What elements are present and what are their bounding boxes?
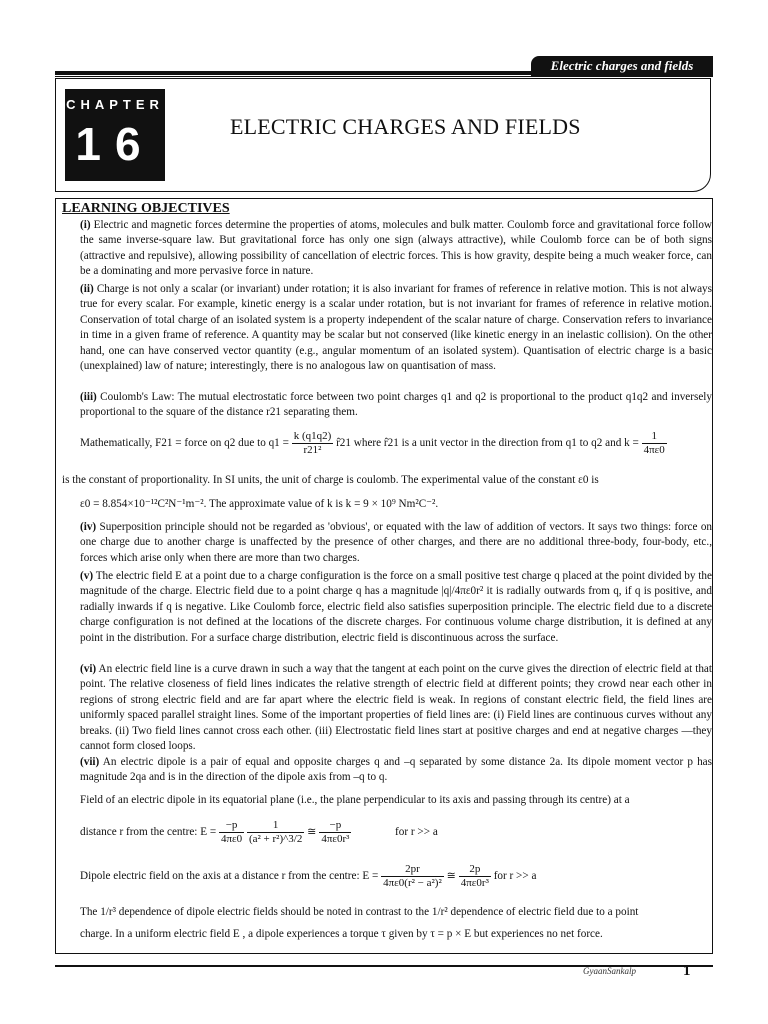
top-rule-thin (55, 76, 713, 77)
math1-rhat2: r̂21 (383, 437, 399, 450)
objective-vi (80, 662, 712, 754)
page-number: 1 (683, 963, 691, 979)
math1-eq1: = force on q2 due to q1 = (175, 437, 289, 450)
inverse-cube-note: The 1/r³ dependence of dipole electric fields should be noted in contrast to the 1/r² dependence of electric field due to a point (80, 906, 639, 918)
axial-frac-1 (381, 863, 444, 890)
objective-iv-label: (iv) (80, 521, 97, 533)
math2-lead: distance r from the centre: (80, 826, 198, 839)
coulomb-fraction (292, 430, 334, 457)
chapter-title: ELECTRIC CHARGES AND FIELDS (230, 114, 581, 139)
objective-vii-label: (vii) (80, 756, 100, 768)
section-tab: Electric charges and fields (531, 56, 713, 76)
k-fraction-den: 4πε0 (643, 444, 665, 456)
coulomb-fraction-den: r21² (303, 444, 322, 456)
axial-frac-1-den: 4πε0(r² − a²)² (383, 877, 442, 889)
equatorial-frac-3 (319, 819, 351, 846)
equatorial-frac-1-num: −p (219, 819, 244, 833)
chapter-label: CHAPTER (66, 97, 164, 112)
coulomb-formula-line (80, 430, 667, 457)
equatorial-formula-line (80, 819, 438, 846)
equatorial-frac-2-num: 1 (247, 819, 304, 833)
math2-approx: ≅ (307, 826, 317, 839)
objective-iv (80, 520, 712, 566)
equatorial-frac-3-den: 4πε0r³ (321, 833, 350, 845)
equatorial-frac-2 (247, 819, 304, 846)
axial-frac-2 (459, 863, 491, 890)
objective-iii-text: Coulomb's Law: The mutual electrostatic force between two point charges q1 and q2 is proportional to the product q1q2 and inversely proportional to the square of the distance r21 separating them. (80, 391, 712, 419)
k-fraction-num: 1 (642, 430, 667, 444)
math1-rhat: r̂21 (336, 437, 351, 450)
objective-i-text: Electric and magnetic forces determine the properties of atoms, molecules and bulk matter. Coulomb force and gravitational force follow the same inverse-square law. But gravitational force has only one sign (always attractive), while Coulomb force can be of both signs (attractive and repulsive), allowing possibility of cancellation of electric forces. This is how gravity, despite being a much weaker force, can be a dominating and more pervasive force in nature. (80, 219, 713, 278)
equatorial-frac-1-den: 4πε0 (220, 833, 243, 845)
axial-formula-line (80, 863, 536, 890)
objective-iii (80, 390, 712, 421)
axial-frac-2-den: 4πε0r³ (460, 877, 489, 889)
equatorial-frac-1 (219, 819, 244, 846)
objective-v-text: The electric field E at a point due to a charge configuration is the force on a small positive test charge q placed at the point divided by the magnitude of the charge. Electric field due to a point charge q has a magnitude |q|/4πε0r² it is radially outwards from q, if q is positive, and radially inwards if q is negative. Like Coulomb force, electric field also satisfies superposition principle. The electric field due to a discrete charge configuration is not defined at the locations of the discrete charges. For continuous volume charge distribution, it is defined at any point in the distribution. For a surface charge distribution, electric field is discontinuous across the surface. (80, 570, 712, 644)
objective-iii-continued: is the constant of proportionality. In SI units, the unit of charge is coulomb. The experimental value of the constant ε0 is (62, 474, 599, 486)
objective-vi-text: An electric field line is a curve drawn in such a way that the tangent at each point on the curve gives the direction of electric field at that point. The relative closeness of field lines indicates the relative strength of electric field at different points; they crowd near each other in regions of strong electric field and are far apart where the electric field is weak. In regions of constant electric field, the field lines are uniformly spaced parallel straight lines. Some of the important properties of field lines are: (i) Field lines are continuous curves without any breaks. (ii) Two field lines cannot cross each other. (iii) Electrostatic field lines start at positive charges and end at negative charges —they cannot form closed loops. (80, 663, 712, 753)
footer-brand: GyaanSankalp (583, 966, 636, 976)
objectives-heading: LEARNING OBJECTIVES (62, 201, 230, 216)
math1-f21: F21 (155, 437, 173, 450)
math3-cond: for r >> a (493, 870, 537, 883)
objective-vi-label: (vi) (80, 663, 97, 675)
math1-lead: Mathematically, (80, 437, 153, 450)
objective-ii-label: (ii) (80, 283, 94, 295)
equatorial-frac-2-den: (a² + r²)^3/2 (248, 833, 303, 845)
objective-ii (80, 282, 712, 374)
math3-E: E = (362, 870, 379, 883)
objective-iii-label: (iii) (80, 391, 97, 403)
equatorial-frac-3-num: −p (319, 819, 351, 833)
math2-cond: for r >> a (395, 826, 438, 839)
coulomb-fraction-num: k (q1q2) (293, 430, 332, 442)
math2-E: E = (200, 826, 217, 839)
objective-vii (80, 755, 712, 786)
dipole-equatorial-intro: Field of an electric dipole in its equatorial plane (i.e., the plane perpendicular to its axis and passing through its centre) at a (80, 794, 630, 806)
axial-frac-1-num: 2pr (381, 863, 444, 877)
objective-ii-text: Charge is not only a scalar (or invariant) under rotation; it is also invariant for frames of reference in relative motion. This is not always true for every scalar. For example, kinetic energy is a scalar under rotation, but is not invariant for frames of reference in relative motion. Conservation of total charge of an isolated system is a property independent of the scalar nature of charge. Conservation refers to invariance in time in a given frame of reference. A quantity may be scalar but not conserved (like kinetic energy in an inelastic collision). On the other hand, one can have conserved vector quantity (e.g., angular momentum of an isolated system). Quantisation of electric charge is a basic (unexplained) law of nature; interestingly, there is no analogous law on quantisation of mass. (80, 283, 712, 373)
math3-approx: ≅ (446, 870, 456, 883)
epsilon-value-line: ε0 = 8.854×10⁻¹²C²N⁻¹m⁻². The approximate value of k is k = 9 × 10⁹ Nm²C⁻². (80, 498, 439, 510)
math1-where: where (353, 437, 382, 450)
objective-vii-text: An electric dipole is a pair of equal and opposite charges q and –q separated by some distance 2a. Its dipole moment vector p has magnitude 2qa and is in the direction of the dipole axis from –q to q. (80, 756, 712, 784)
objective-i (80, 218, 712, 280)
chapter-number: 16 (75, 118, 155, 170)
objective-v (80, 569, 712, 646)
objective-v-label: (v) (80, 570, 94, 582)
math3-lead: Dipole electric field on the axis at a distance r from the centre: (80, 870, 360, 883)
math1-tail: is a unit vector in the direction from q1 to q2 and (401, 437, 622, 450)
math1-k: k = (624, 437, 639, 450)
objective-iv-text: Superposition principle should not be regarded as 'obvious', or equated with the law of addition of vectors. It says two things: force on one charge due to another charge is unaffected by the presence of other charges, and there are no additional three-body, four-body, etc., forces which arise only when there are more than two charges. (80, 521, 713, 564)
chapter-badge (65, 89, 165, 181)
objective-i-label: (i) (80, 219, 91, 231)
k-fraction (642, 430, 667, 457)
axial-frac-2-num: 2p (459, 863, 491, 877)
torque-note: charge. In a uniform electric field E , a dipole experiences a torque τ given by τ = p × E but experiences no net force. (80, 928, 603, 940)
